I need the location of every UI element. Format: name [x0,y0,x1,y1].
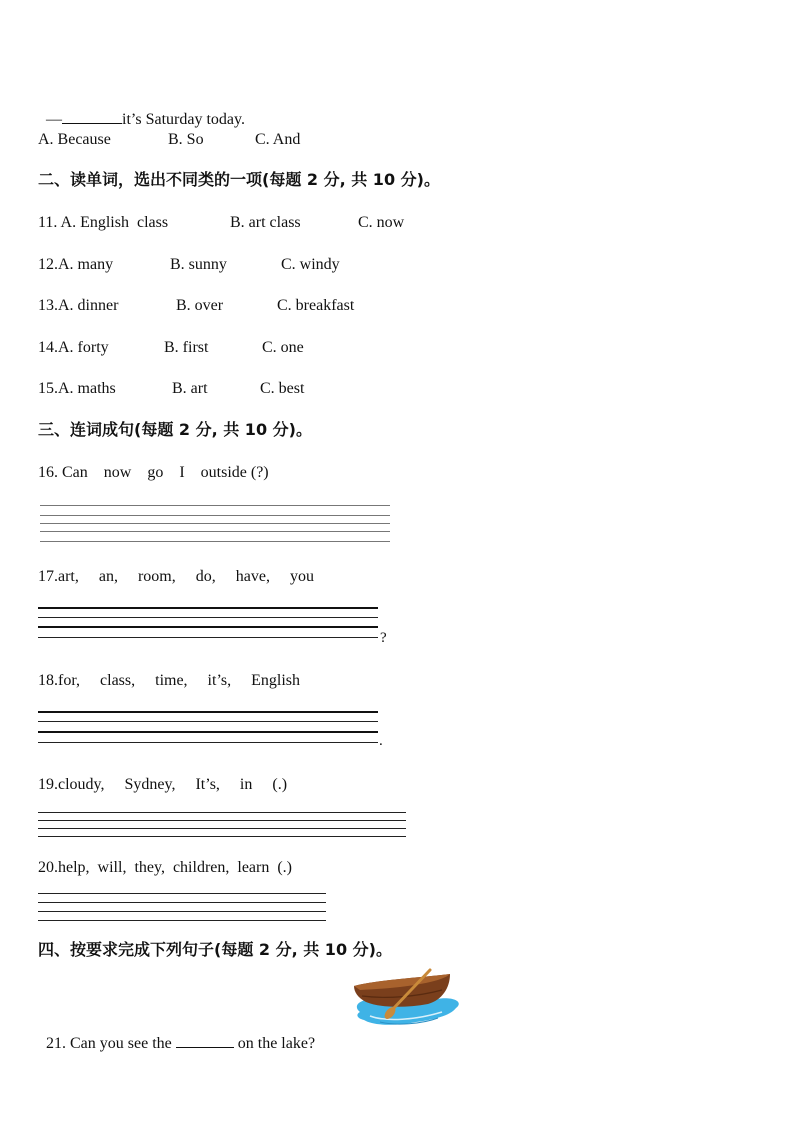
q14-option-b: B. first [164,339,209,356]
writing-line [40,515,390,516]
writing-line [38,902,326,903]
writing-line [40,523,390,524]
writing-line [38,637,378,638]
question-text: on the lake? [237,1035,316,1052]
question-16: 16. Can now go I outside (?) [38,464,269,481]
q12-option-a: 12.A. many [38,256,114,273]
q11-option-c: C. now [358,214,405,231]
option-c: C. And [255,131,301,148]
writing-line [38,836,406,837]
q13-option-c: C. breakfast [277,297,355,314]
question-10 [38,88,245,130]
end-punctuation: ? [380,630,387,646]
writing-line [38,911,326,912]
option-a: A. Because [38,131,111,148]
question-text: 21. Can you see the [46,1035,172,1052]
q12-option-c: C. windy [281,256,340,273]
question-19: 19.cloudy, Sydney, It’s, in (.) [38,776,288,793]
writing-line [38,812,406,813]
writing-line [40,541,390,542]
question-text: it’s Saturday today. [122,111,245,128]
q15-option-c: C. best [260,380,305,397]
q11-option-b: B. art class [230,214,301,231]
section-2-heading: 二、读单词，选出不同类的一项(每题 2 分, 共 10 分)。 [38,170,440,189]
q13-option-a: 13.A. dinner [38,297,119,314]
writing-line [40,531,390,532]
question-20: 20.help, will, they, children, learn (.) [38,859,292,876]
q14-option-a: 14.A. forty [38,339,109,356]
rowing-boat-illustration [346,966,464,1030]
section-3-heading: 三、连词成句(每题 2 分, 共 10 分)。 [38,420,312,439]
dash-prefix: — [46,111,62,128]
q13-option-b: B. over [176,297,224,314]
answer-blank[interactable] [176,1032,234,1048]
q15-option-a: 15.A. maths [38,380,116,397]
writing-line [38,721,378,722]
writing-line [38,742,378,743]
writing-line [38,820,406,821]
writing-line [38,626,378,628]
writing-line [38,617,378,618]
writing-line [38,711,378,713]
end-punctuation: . [379,733,383,749]
q11-option-a: 11. A. English class [38,214,169,231]
writing-line [38,607,378,609]
writing-line [40,505,390,506]
q15-option-b: B. art [172,380,208,397]
question-21 [38,1012,315,1054]
question-18: 18.for, class, time, it’s, English [38,672,301,689]
writing-line [38,920,326,921]
writing-line [38,731,378,733]
q14-option-c: C. one [262,339,304,356]
q12-option-b: B. sunny [170,256,227,273]
section-4-heading: 四、按要求完成下列句子(每题 2 分, 共 10 分)。 [38,940,392,959]
question-17: 17.art, an, room, do, have, you [38,568,314,585]
option-b: B. So [168,131,204,148]
answer-blank[interactable] [62,108,122,124]
writing-line [38,828,406,829]
writing-line [38,893,326,894]
